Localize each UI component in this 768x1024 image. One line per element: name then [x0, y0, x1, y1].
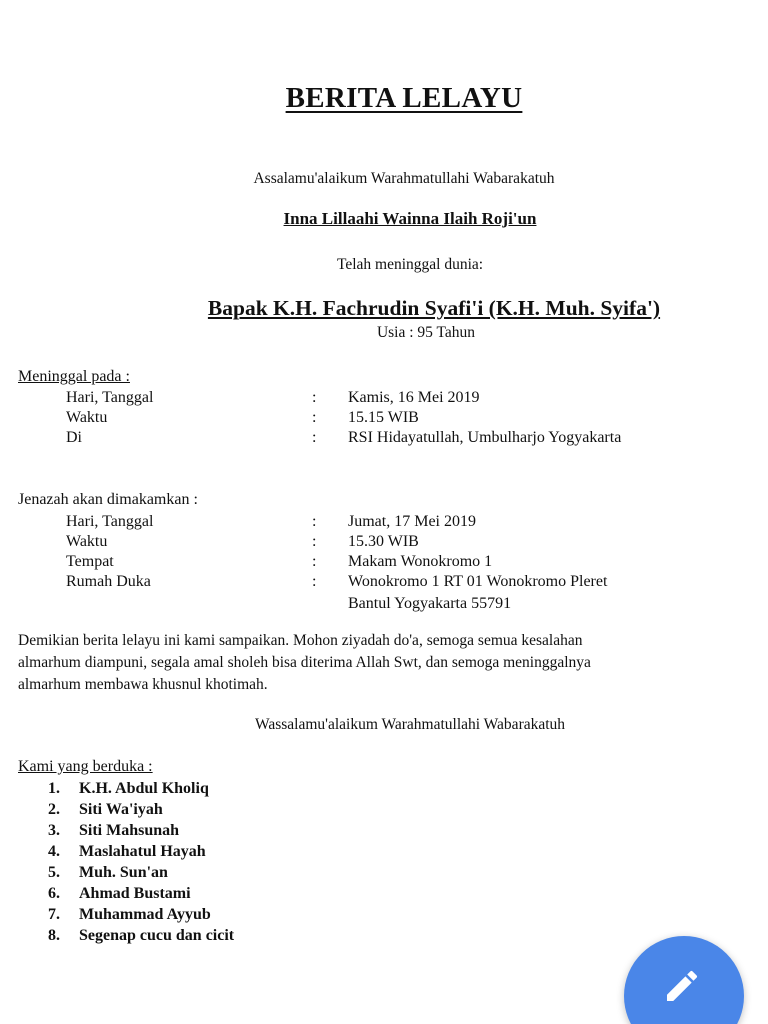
closing-paragraph	[18, 630, 758, 696]
row-value: 15.15 WIB	[348, 409, 419, 426]
paragraph-line: almarhum diampuni, segala amal sholeh bisa diterima Allah Swt, dan semoga meninggalnya	[18, 654, 591, 671]
row-value: Makam Wonokromo 1	[348, 553, 493, 570]
burial-section-heading: Jenazah akan dimakamkan :	[18, 491, 198, 508]
announcement-line: Telah meninggal dunia:	[336, 256, 484, 273]
row-value: Wonokromo 1 RT 01 Wonokromo Pleret	[348, 573, 608, 590]
burial-address-continuation	[0, 595, 768, 615]
list-item: 8. Segenap cucu dan cicit	[48, 927, 235, 944]
deceased-age: Usia : 95 Tahun	[376, 324, 476, 341]
pencil-edit-icon	[662, 966, 702, 1006]
deceased-name: Bapak K.H. Fachrudin Syafi'i (K.H. Muh. Syifa')	[207, 296, 661, 320]
paragraph-line: Demikian berita lelayu ini kami sampaikan. Mohon ziyadah do'a, semoga semua kesalahan	[18, 632, 583, 649]
edit-fab-button[interactable]	[624, 936, 744, 1024]
closing-greeting: Wassalamu'alaikum Warahmatullahi Wabarakatuh	[254, 716, 566, 733]
burial-row-cemetery	[0, 553, 768, 573]
row-separator: :	[312, 533, 317, 550]
row-separator: :	[312, 573, 317, 590]
burial-row-date	[0, 513, 768, 533]
row-separator: :	[312, 389, 317, 406]
row-value: RSI Hidayatullah, Umbulharjo Yogyakarta	[348, 429, 622, 446]
death-section-heading: Meninggal pada :	[18, 368, 130, 385]
opening-greeting: Assalamu'alaikum Warahmatullahi Wabarakatuh	[253, 170, 555, 187]
mourners-heading: Kami yang berduka :	[18, 758, 153, 775]
death-row-date	[0, 389, 768, 409]
list-item: 1. K.H. Abdul Kholiq	[48, 780, 209, 797]
row-separator: :	[312, 429, 317, 446]
inna-lillahi-line: Inna Lillaahi Wainna Ilaih Roji'un	[283, 209, 537, 228]
row-value: Jumat, 17 Mei 2019	[348, 513, 476, 530]
list-item: 4. Maslahatul Hayah	[48, 843, 206, 860]
row-label: Waktu	[66, 409, 108, 426]
row-separator: :	[312, 409, 317, 426]
death-row-place	[0, 429, 768, 449]
mourners-list	[48, 778, 234, 946]
row-separator: :	[312, 513, 317, 530]
burial-row-time	[0, 533, 768, 553]
list-item: 2. Siti Wa'iyah	[48, 801, 163, 818]
row-label: Waktu	[66, 533, 108, 550]
row-label: Hari, Tanggal	[66, 389, 154, 406]
paragraph-line: almarhum membawa khusnul khotimah.	[18, 676, 268, 693]
list-item: 5. Muh. Sun'an	[48, 864, 168, 881]
row-separator: :	[312, 553, 317, 570]
list-item: 3. Siti Mahsunah	[48, 822, 180, 839]
row-value: Bantul Yogyakarta 55791	[348, 595, 512, 612]
row-label: Hari, Tanggal	[66, 513, 154, 530]
list-item: 7. Muhammad Ayyub	[48, 906, 211, 923]
document-title: BERITA LELAYU	[285, 82, 523, 114]
row-label: Di	[66, 429, 82, 446]
list-item: 6. Ahmad Bustami	[48, 885, 191, 902]
row-label: Tempat	[66, 553, 114, 570]
death-row-time	[0, 409, 768, 429]
row-value: 15.30 WIB	[348, 533, 419, 550]
row-value: Kamis, 16 Mei 2019	[348, 389, 480, 406]
row-label: Rumah Duka	[66, 573, 151, 590]
burial-row-funeral-home	[0, 573, 768, 593]
